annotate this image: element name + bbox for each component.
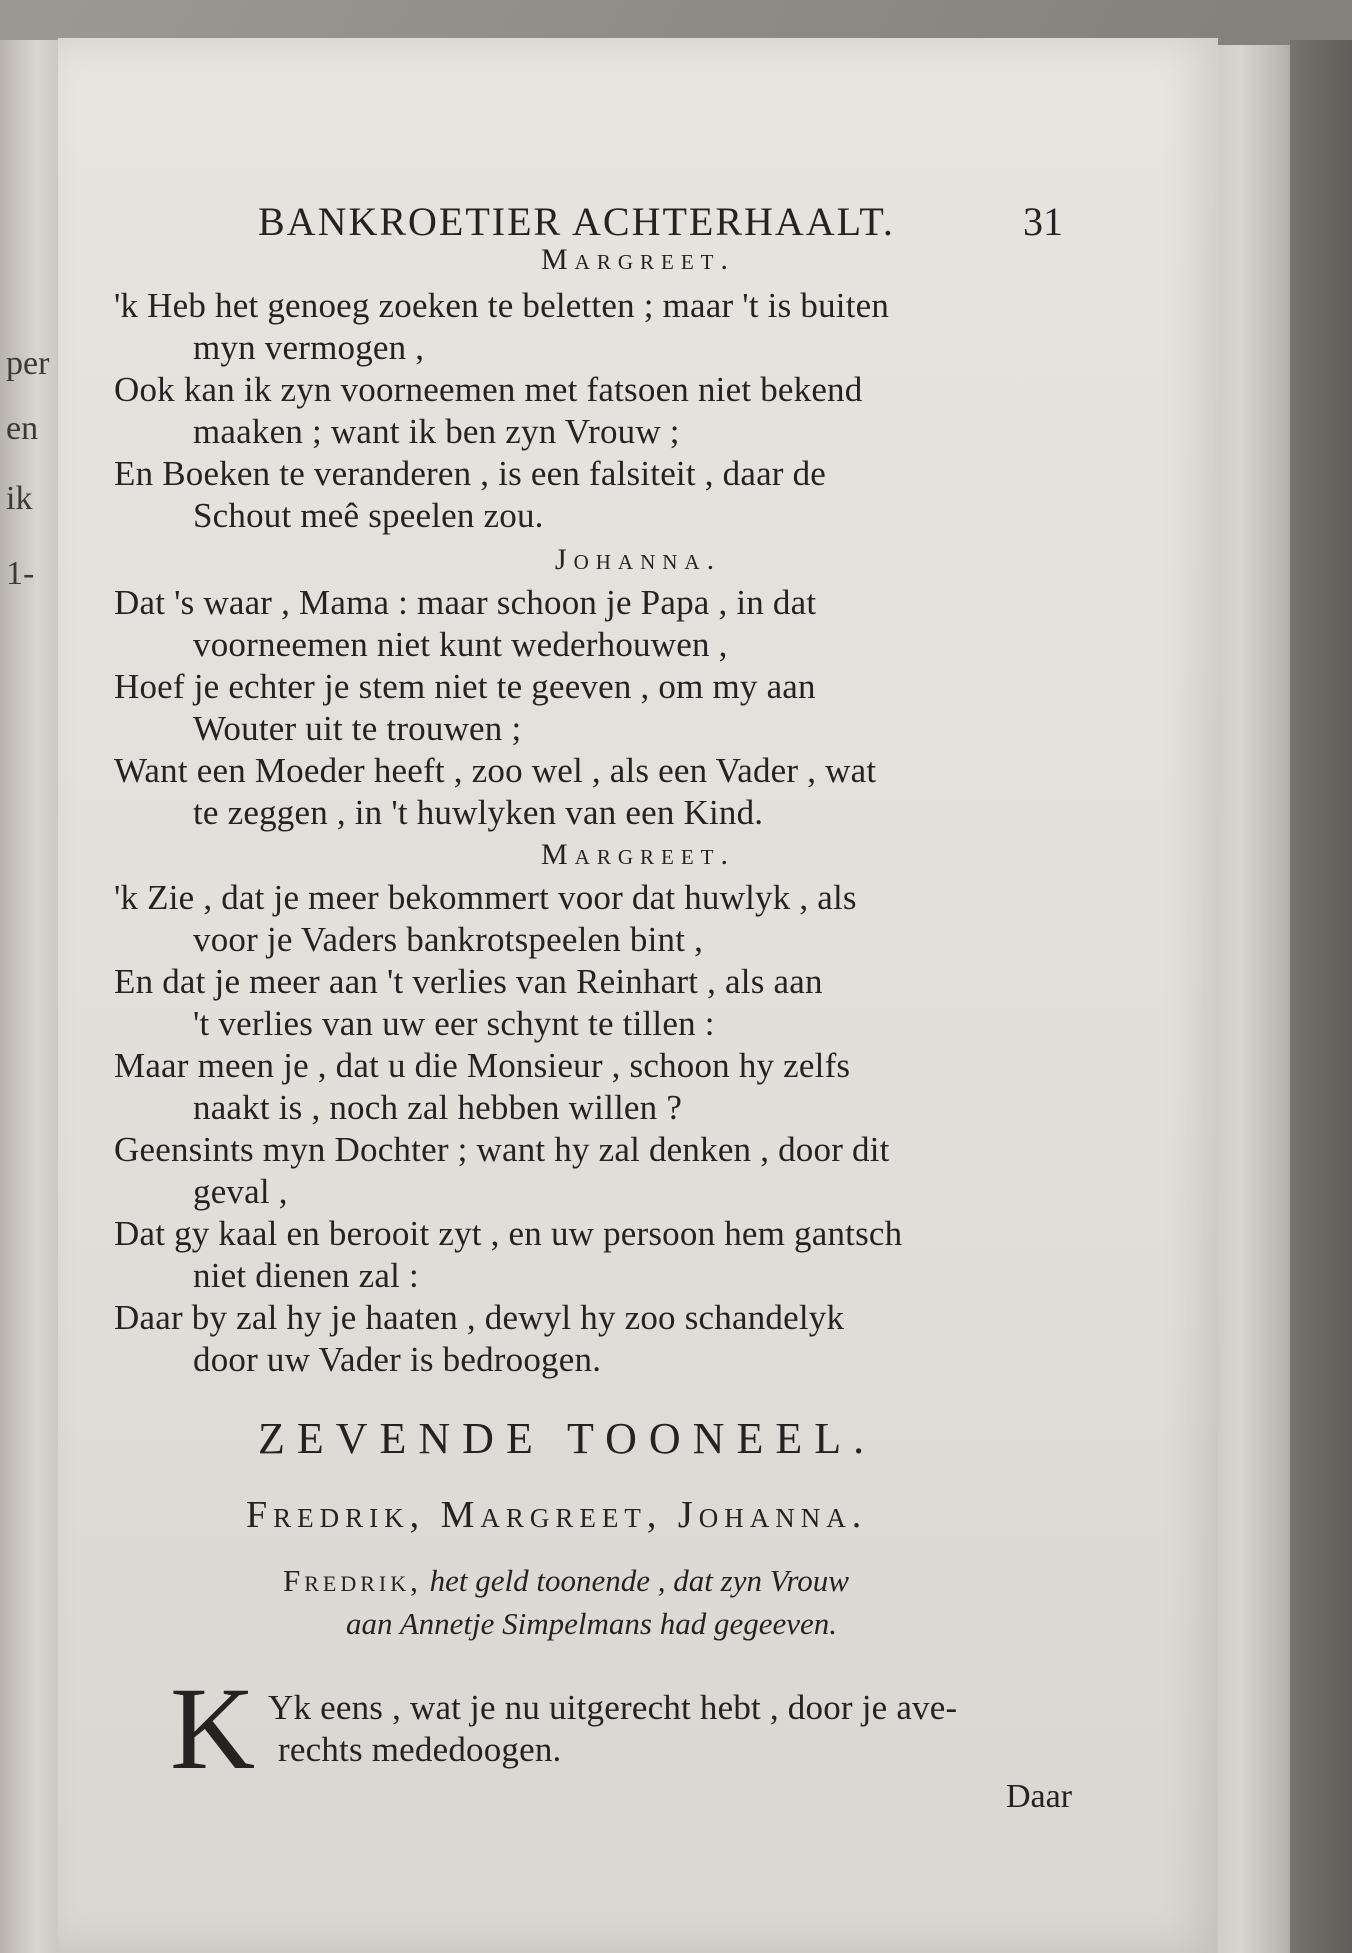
verse-line: voorneemen niet kunt wederhouwen , — [193, 625, 728, 664]
catchword: Daar — [1006, 1778, 1073, 1815]
verse-line: 'k Zie , dat je meer bekommert voor dat huwlyk , als — [114, 878, 857, 917]
scene-title: ZEVENDE TOONEEL. — [258, 1414, 877, 1463]
verse-line: Hoef je echter je stem niet te geeven , om my aan — [114, 667, 816, 706]
stage-direction-name: Fredrik, — [283, 1563, 422, 1598]
verse-line: myn vermogen , — [193, 328, 425, 367]
verse-line: te zeggen , in 't huwlyken van een Kind. — [193, 793, 764, 832]
verse-line: 'k Heb het genoeg zoeken te beletten ; maar 't is buiten — [114, 286, 890, 325]
page-number: 31 — [1023, 199, 1063, 244]
speaker-name: Johanna. — [554, 543, 722, 576]
verse-line: Dat 's waar , Mama : maar schoon je Papa , in dat — [114, 583, 817, 622]
verse-line: Daar by zal hy je haaten , dewyl hy zoo schandelyk — [114, 1298, 845, 1337]
verse-line: Geensints myn Dochter ; want hy zal denken , door dit — [114, 1130, 890, 1169]
stage-direction: aan Annetje Simpelmans had gegeeven. — [346, 1606, 837, 1641]
verse-line: En dat je meer aan 't verlies van Reinhart , als aan — [114, 962, 823, 1001]
stage-direction-text: het geld toonende , dat zyn Vrouw — [429, 1563, 849, 1598]
running-head: BANKROETIER ACHTERHAALT. — [258, 199, 895, 244]
book-binding — [1290, 40, 1352, 1953]
verse-line: Ook kan ik zyn voorneemen met fatsoen niet bekend — [114, 370, 863, 409]
verse-line: Want een Moeder heeft , zoo wel , als een Vader , wat — [114, 751, 877, 790]
verse-line: voor je Vaders bankrotspeelen bint , — [193, 920, 704, 959]
verse-line: maaken ; want ik ben zyn Vrouw ; — [193, 412, 680, 451]
book-page — [58, 38, 1218, 1953]
verse-line: niet dienen zal : — [193, 1256, 419, 1295]
verse-line: Maar meen je , dat u die Monsieur , schoon hy zelfs — [114, 1046, 851, 1085]
verse-line: Yk eens , wat je nu uitgerecht hebt , door je ave- — [268, 1688, 958, 1727]
drop-cap: K — [170, 1663, 256, 1794]
left-page-fragment: ik — [6, 480, 33, 517]
verse-line: En Boeken te veranderen , is een falsiteit , daar de — [114, 454, 827, 493]
verse-line: Schout meê speelen zou. — [193, 496, 544, 535]
scene-persons: Fredrik, Margreet, Johanna. — [246, 1494, 868, 1536]
verse-line: door uw Vader is bedroogen. — [193, 1340, 602, 1379]
left-page-fragment: per — [6, 345, 50, 382]
speaker-name: Margreet. — [540, 838, 735, 871]
verse-line: naakt is , noch zal hebben willen ? — [193, 1088, 683, 1127]
left-page-fragment: 1- — [6, 555, 35, 592]
previous-page-sliver — [0, 40, 64, 1953]
verse-line: rechts mededoogen. — [278, 1730, 562, 1769]
stage-direction — [283, 1563, 849, 1599]
verse-line: geval , — [193, 1172, 288, 1211]
speaker-name: Margreet. — [540, 243, 735, 276]
verse-line: Wouter uit te trouwen ; — [193, 709, 522, 748]
verse-line: 't verlies van uw eer schynt te tillen : — [193, 1004, 715, 1043]
left-page-fragment: en — [6, 410, 39, 447]
verse-line: Dat gy kaal en berooit zyt , en uw persoon hem gantsch — [114, 1214, 903, 1253]
